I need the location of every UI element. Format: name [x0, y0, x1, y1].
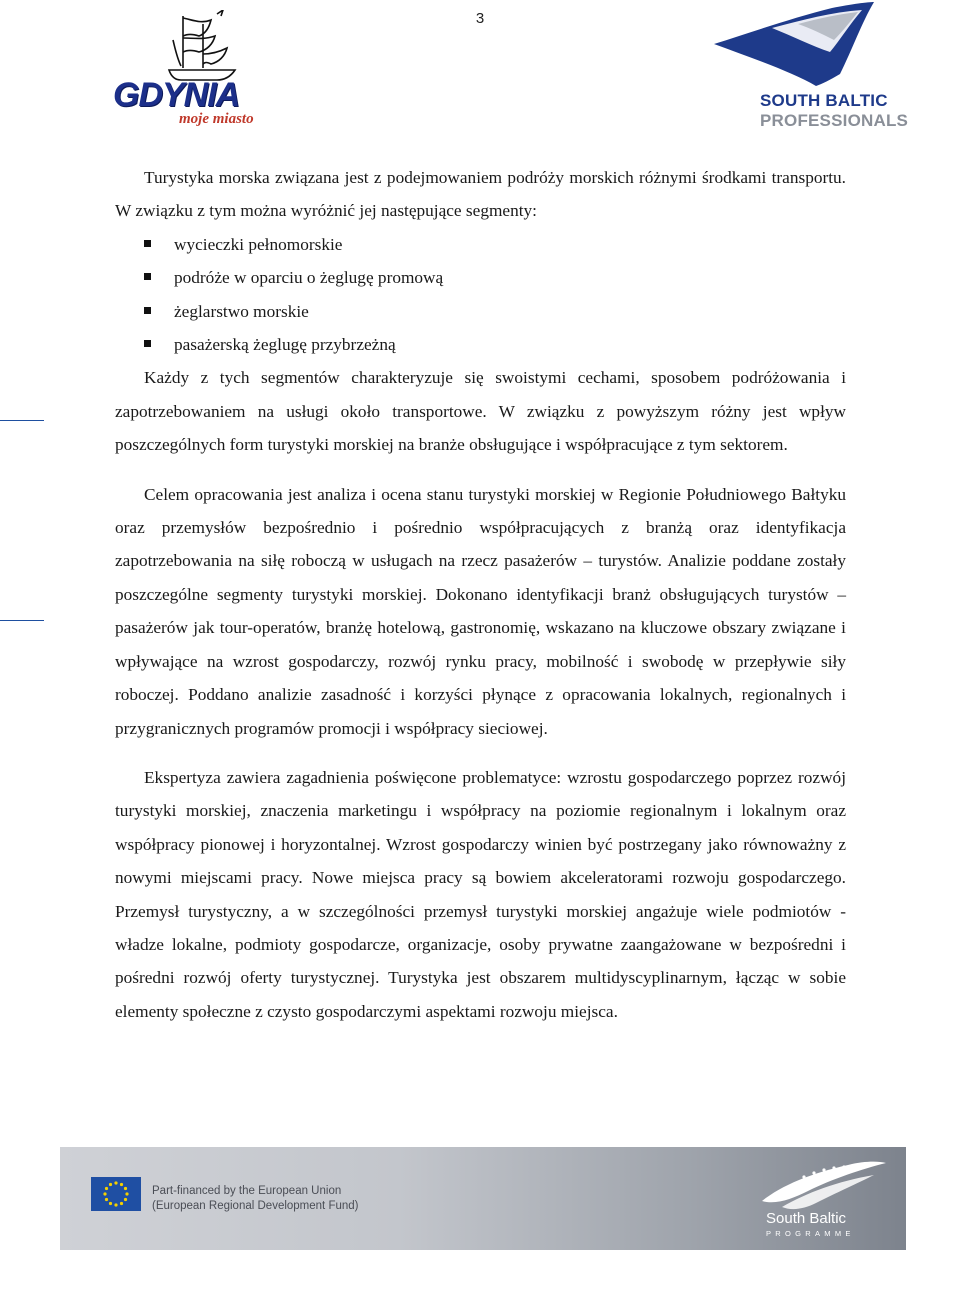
list-item: pasażerską żeglugę przybrzeżną [174, 328, 846, 361]
eu-funding-text [152, 1184, 358, 1214]
programme-wave-icon [752, 1155, 902, 1215]
segments-note-paragraph: Każdy z tych segmentów charakteryzuje się swoistymi cechami, sposobem podróżowania i zapotrzebowaniem na usługi około transportowe. W związku z powyższym różny jest wpływ poszczególnych form turystyki morskiej na branże obsługujące i współpracujące z tym sektorem. [115, 368, 846, 455]
eu-funding-line1: Part-financed by the European Union [152, 1185, 342, 1197]
sbp-logo-line1: SOUTH BALTIC [760, 91, 888, 110]
gdynia-logo [113, 10, 263, 126]
objective-paragraph: Celem opracowania jest analiza i ocena stanu turystyki morskiej w Regionie Południowego Bałtyku oraz przemysłów bezpośrednio i pośrednio współpracujących z branżą oraz identyfikacja zapotrzebowania na siłę roboczą w usługach na rzecz pasażerów – turystów. Analizie poddane zostały poszczególne segmenty turystyki morskiej. Dokonano identyfikacji branż obsługujących turystów – pasażerów jak tour-operatów, branżę hotelową, gastronomię, wskazano na kluczowe obszary związane i wpływające na wzrost gospodarczy, rozwój rynku pracy, mobilność i swobodę w przepływie siły roboczej. Poddano analizie zasadność i korzyści płynące z opracowania lokalnych, regionalnych i przygranicznych programów promocji i współpracy sieciowej. [115, 484, 846, 738]
eu-funding-line2: (European Regional Development Fund) [152, 1200, 359, 1212]
programme-title: South Baltic [766, 1210, 847, 1227]
list-item: podróże w oparciu o żeglugę promową [174, 261, 846, 294]
south-baltic-professionals-logo [712, 2, 912, 132]
sbp-logo-line2: PROFESSIONALS [760, 111, 909, 130]
eu-flag-icon [91, 1177, 141, 1211]
gdynia-tagline: moje miasto [179, 111, 254, 127]
bullet-icon [144, 273, 151, 280]
bullet-icon [144, 340, 151, 347]
list-item: wycieczki pełnomorskie [174, 228, 846, 261]
list-item: żeglarstwo morskie [174, 295, 846, 328]
funding-footer [60, 1147, 906, 1250]
document-body [115, 161, 846, 1028]
page-number: 3 [475, 10, 485, 27]
wave-swoosh-icon [712, 2, 912, 92]
bullet-icon [144, 240, 151, 247]
programme-subtitle: PROGRAMME [766, 1229, 855, 1238]
gdynia-wordmark: GDYNIA [113, 76, 240, 114]
margin-mark [0, 420, 44, 421]
margin-mark [0, 620, 44, 621]
south-baltic-programme-logo [752, 1155, 902, 1247]
segments-list [115, 228, 846, 362]
bullet-icon [144, 307, 151, 314]
expertise-paragraph: Ekspertyza zawiera zagadnienia poświęcone problematyce: wzrostu gospodarczego poprzez rozwój turystyki morskiej, znaczenia marketingu i współpracy na poziomie regionalnym i lokalnym oraz współpracy pionowej i horyzontalnej. Wzrost gospodarczy winien być postrzegany jako równoważny z nowymi miejscami pracy. Nowe miejsca pracy są bowiem akceleratorami rozwoju gospodarczego. Przemysł turystyczny, a w szczególności przemysł turystyki morskiej angażuje wiele podmiotów - władze lokalne, podmioty gospodarcze, organizacje, osoby prywatne zaangażowane w bezpośredni i pośredni rozwój oferty turystycznej. Turystyka jest obszarem multidyscyplinarnym, łącząc w sobie elementy społeczne z czysto gospodarczymi aspektami rozwoju miejsca. [115, 767, 846, 1021]
intro-paragraph: Turystyka morska związana jest z podejmowaniem podróży morskich różnymi środkami transportu. W związku z tym można wyróżnić jej następujące segmenty: [115, 168, 846, 221]
